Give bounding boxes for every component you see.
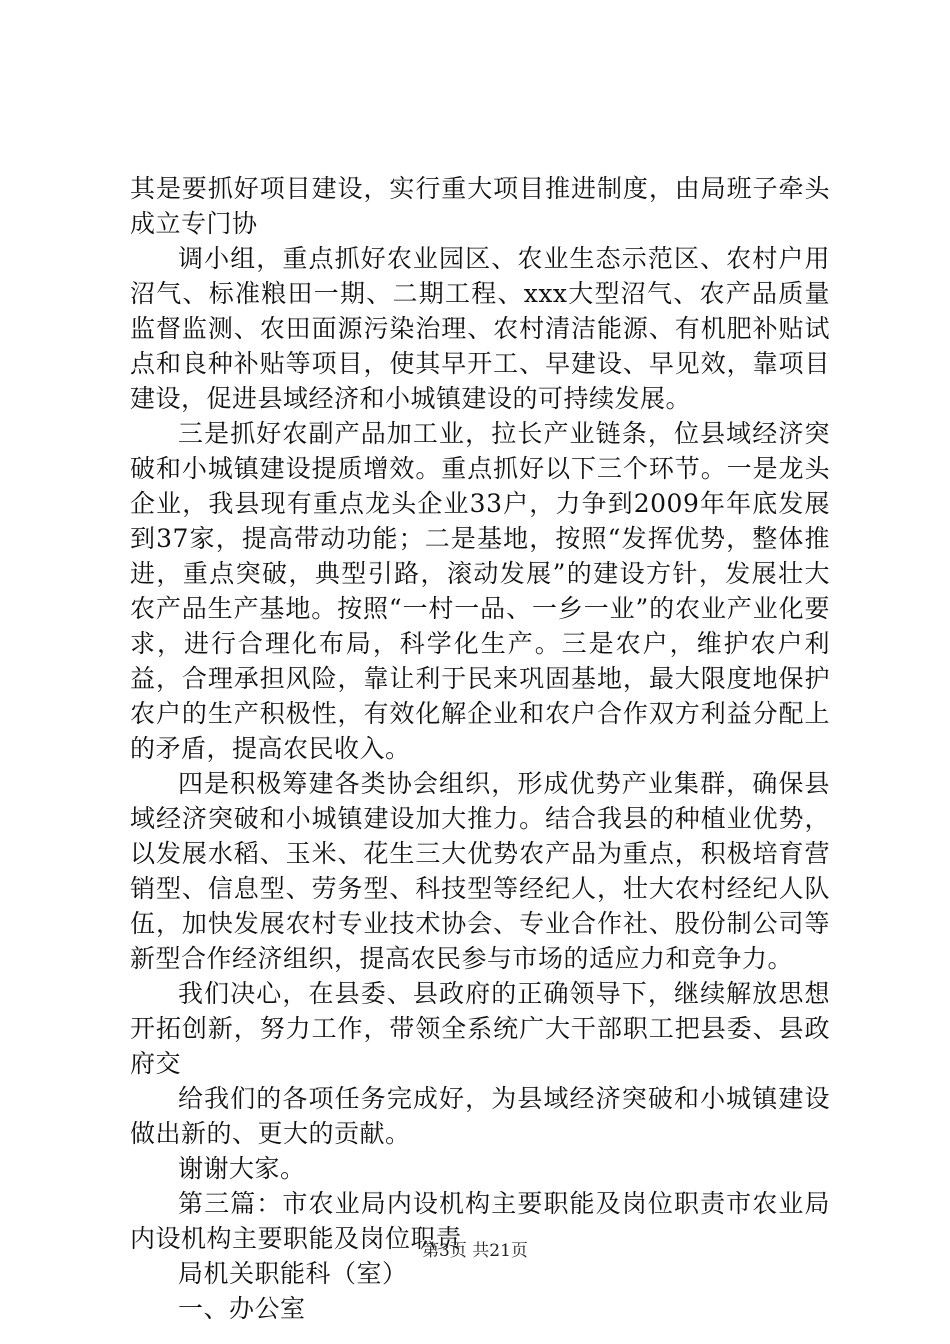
subsection-heading: 局机关职能科（室）: [178, 1259, 408, 1288]
paragraph-4: 四是积极筹建各类协会组织，形成优势产业集群，确保县域经济突破和小城镇建设加大推力。结合我县的种植业优势，以发展水稻、玉米、花生三大优势农产品为重点，积极培育营销型、信息型、劳务型、科技型等经纪人，壮大农村经纪人队伍，加快发展农村专业技术协会、专业合作社、股份制公司等新型合作经济组织，提高农民参与市场的适应力和竞争力。: [130, 769, 830, 973]
page-number-footer: 第3页 共21页: [422, 1241, 528, 1261]
document-body: [130, 171, 830, 1326]
paragraph-5: 我们决心，在县委、县政府的正确领导下，继续解放思想开拓创新，努力工作，带领全系统广大干部职工把县委、县政府交: [130, 979, 830, 1078]
paragraph-1: 其是要抓好项目建设，实行重大项目推进制度，由局班子牵头成立专门协: [130, 174, 830, 238]
paragraph-3: 三是抓好农副产品加工业，拉长产业链条，位县域经济突破和小城镇建设提质增效。重点抓好以下三个环节。一是龙头企业，我县现有重点龙头企业33户，力争到2009年年底发展到37家，提高带动功能；二是基地，按照“发挥优势，整体推进，重点突破，典型引路，滚动发展”的建设方针，发展壮大农产品生产基地。按照“一村一品、一乡一业”的农业产业化要求，进行合理化布局，科学化生产。三是农户，维护农户利益，合理承担风险，靠让利于民来巩固基地，最大限度地保护农户的生产积极性，有效化解企业和农户合作双方利益分配上的矛盾，提高农民收入。: [130, 419, 830, 763]
paragraph-6: 给我们的各项任务完成好，为县域经济突破和小城镇建设做出新的、更大的贡献。: [130, 1084, 830, 1148]
paragraph-7: 谢谢大家。: [178, 1154, 306, 1183]
item-heading: 一、办公室: [178, 1294, 306, 1323]
paragraph-2: 调小组，重点抓好农业园区、农业生态示范区、农村户用沼气、标准粮田一期、二期工程、xxx大型沼气、农产品质量监督监测、农田面源污染治理、农村清洁能源、有机肥补贴试点和良种补贴等项目，使其早开工、早建设、早见效，靠项目建设，促进县域经济和小城镇建设的可持续发展。: [130, 244, 830, 413]
section-heading: 第三篇：市农业局内设机构主要职能及岗位职责市农业局内设机构主要职能及岗位职责: [130, 1189, 830, 1253]
